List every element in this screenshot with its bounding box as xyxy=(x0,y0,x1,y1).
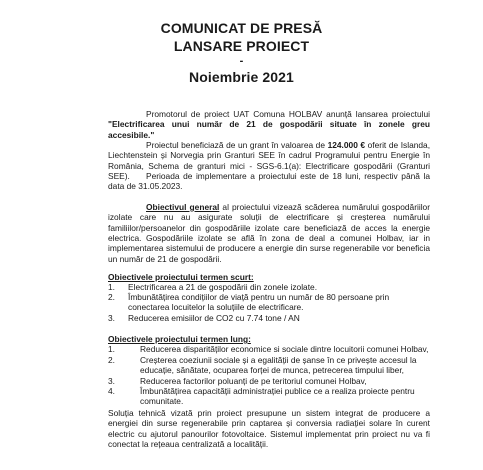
grant-amount: 124.000 € xyxy=(327,140,366,150)
conclusion-paragraph: Soluția tehnică vizată prin proiect presupune un sistem integrat de producere a energiei din surse regenerabile prin captarea și conversia radiației solare în curent electric cu ajutorul panourilor fotovoltaice. Sistemul implementat prin proiect nu va fi conectat la rețeaua centralizată a localității. xyxy=(108,408,430,450)
short-term-heading: Obiectivele proiectului termen scurt: xyxy=(108,272,254,282)
objective-label: Obiectivul general xyxy=(146,202,220,212)
document-subtitle: LANSARE PROIECT xyxy=(173,38,310,54)
grant-text-2: oferit de Islanda, Liechtenstein și Norvegia prin Granturi SEE în cadrul Programului pentru Energie în România, Schema de granturi mici - SGS-6.1(a): Electrificare gospodării (Granturi SEE). xyxy=(108,140,431,182)
title-dash: - xyxy=(239,55,244,67)
location-paragraph xyxy=(108,233,430,264)
project-title: "Electrificarea unui număr de 21 de gospodării situate în zonele greu accesibile." xyxy=(108,119,430,140)
document-date: Noiembrie 2021 xyxy=(189,69,294,85)
intro-text: Promotorul de proiect UAT Comuna HOLBAV anunță lansarea proiectului xyxy=(146,109,430,119)
intro-paragraph xyxy=(108,109,430,140)
grant-text-1: Proiectul beneficiază de un grant în valoarea de xyxy=(146,140,326,150)
objective-text: al proiectului vizează scăderea numărului gospodăriilor izolate care nu au asigurate soluții de electrificare și creșterea numărului familiilor/persoanelor din gospodăriile izolate care beneficiază de acces la energie electrica. xyxy=(108,202,431,244)
period-text: Perioada de implementare a proiectului este de 18 luni, respectiv până la data de 31.05.2023. xyxy=(108,171,430,192)
document-title: COMUNICAT DE PRESĂ xyxy=(160,20,323,36)
long-term-heading: Obiectivele proiectului termen lung: xyxy=(108,334,251,344)
location-text: Gospodăriile izolate se află în zona de deal a comunei Holbav, iar in implementarea sistemului de producere a energie din surse regenerabile vor beneficia un număr de 21 de gospodării. xyxy=(108,233,430,264)
press-release-document: COMUNICAT DE PRESĂ LANSARE PROIECT - Noiembrie 2021 Promotorul de proiect UAT Comuna HOLBAV anunță lansarea proiectului "Electrificarea unui număr de 21 de gospodării situate în zonele greu accesibile." Proiectul beneficiază de un grant în valoarea de 124.000 € oferit de Islanda, Liechtenstein și Norvegia prin Granturi SEE în cadrul Programului pentru Energie în România, Schema de granturi mici - SGS-6.1(a): Electrificare gospodării (Granturi SEE). Perioada de implementare a proiectului este de 18 luni, respectiv până la data de 31.05.2023. Obiectivul general al proiectului vizează scăderea numărului gospodăriilor izolate care nu au asigurate soluții de electrificare și creșterea numărului familiilor/persoanelor din gospodăriile izolate care beneficiază de acces la energie electrica. Gospodăriile izolate se află în zona de deal a comunei Holbav, iar in implementarea sistemului de producere a energie din surse regenerabile vor beneficia un număr de 21 de gospodării. Obiectivele proiectului termen scurt: 1. Electrificarea a 21 de gospodării din zonele izolate. 2. Îmbunătățirea condițiilor de viață pentru un număr de 80 persoane prin conectarea locuitelor la soluțiile de electrificare. 3. Reducerea emisiilor de CO2 cu 7.74 tone / AN Obiectivele proiectului termen lung: 1. Reducerea disparităților economice si sociale dintre locuitorii comunei Holbav, 2. Creșterea coeziunii sociale și a egalității de șanse în ce privește accesul la educație, sănătate, ocuparea forței de munca, petrecerea timpului liber, 3. Reducerea factorilor poluanți de pe teritoriul comunei Holbav, 4. Îmbunătățirea capacității administrației publice ce a realiza proiecte pentru comunitate. Soluția tehnică vizată prin proiect presupune un sistem integrat de producere a energiei din surse regenerabile prin captarea și conversia radiației solare în curent electric cu ajutorul panourilor fotovoltaice. Sistemul implementat prin proiect nu va fi conectat la rețeaua centralizată a localității. xyxy=(0,0,483,470)
period-paragraph xyxy=(108,171,430,192)
